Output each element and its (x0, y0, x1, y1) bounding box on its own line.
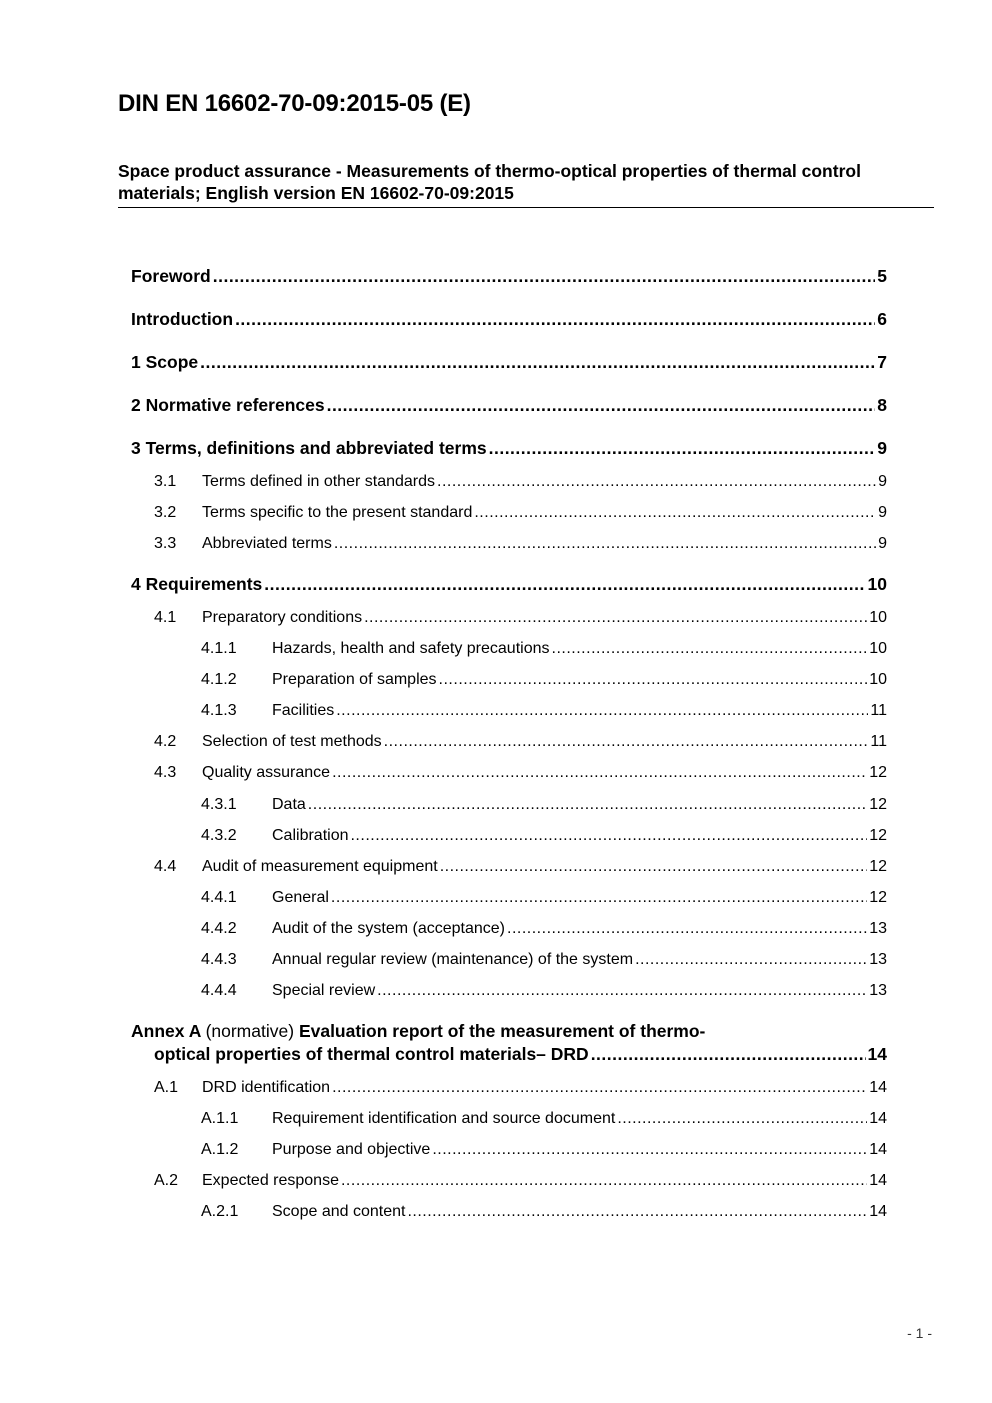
toc-entry-a-1-1[interactable] (131, 1110, 887, 1128)
toc-entry-label: Scope and content (272, 1203, 406, 1220)
toc-entry-a-1[interactable] (131, 1079, 887, 1097)
toc-entry-4-3-2[interactable] (131, 827, 887, 845)
toc-entry-label: 2 Normative references (131, 395, 325, 415)
toc-entry-label: Introduction (131, 309, 234, 329)
toc-entry-page: 10 (869, 609, 887, 626)
toc-entry-label: 4 Requirements (131, 574, 263, 594)
toc-entry-page: 11 (870, 733, 887, 750)
toc-entry-page: 8 (877, 395, 887, 415)
toc-entry-page: 10 (869, 640, 887, 657)
toc-entry-number: 4.1.1 (201, 640, 237, 657)
toc-leader-dots (507, 920, 867, 938)
toc-entry-label: 1 Scope (131, 352, 199, 372)
toc-entry-label: Preparation of samples (272, 671, 437, 688)
toc-entry-number: A.1 (154, 1079, 179, 1096)
page-number: - 1 - (907, 1325, 932, 1341)
toc-leader-dots (331, 889, 867, 907)
toc-entry-number: 4.4.4 (201, 982, 237, 999)
toc-leader-dots (407, 1203, 867, 1221)
toc-entry-4-2[interactable] (131, 733, 887, 751)
toc-entry-label: Purpose and objective (272, 1141, 431, 1158)
toc-entry-foreword[interactable] (131, 266, 887, 287)
toc-leader-dots (332, 1079, 867, 1097)
toc-leader-dots (350, 827, 867, 845)
toc-entry-page: 13 (869, 951, 887, 968)
toc-entry-page: 12 (869, 827, 887, 844)
toc-entry-label: Preparatory conditions (202, 609, 363, 626)
toc-entry-label: Foreword (131, 266, 211, 286)
toc-entry-label: Calibration (272, 827, 349, 844)
toc-entry-4-4[interactable] (131, 858, 887, 876)
toc-entry-4-1-1[interactable] (131, 640, 887, 658)
toc-entry-page: 12 (869, 796, 887, 813)
toc-leader-dots (489, 438, 876, 459)
toc-entry-number: 4.4.2 (201, 920, 237, 937)
toc-entry-page: 11 (870, 702, 887, 719)
toc-leader-dots (591, 1043, 866, 1066)
toc-leader-dots (327, 395, 876, 416)
toc-entry-page: 9 (878, 504, 887, 521)
toc-leader-dots (308, 796, 867, 814)
toc-entry-label: DRD identification (202, 1079, 331, 1096)
toc-entry-page: 9 (878, 535, 887, 552)
toc-entry-label: Annual regular review (maintenance) of the system (272, 951, 634, 968)
toc-leader-dots (213, 266, 876, 287)
toc-entry-4-4-1[interactable] (131, 889, 887, 907)
annex-title-line1: Evaluation report of the measurement of thermo- (298, 1021, 706, 1041)
toc-entry-page: 7 (877, 352, 887, 372)
toc-entry-number: 4.4 (154, 858, 177, 875)
annex-prefix: Annex A (131, 1021, 201, 1041)
toc-entry-page: 14 (869, 1203, 887, 1220)
toc-entry-label: Special review (272, 982, 376, 999)
toc-entry-page: 5 (877, 266, 887, 286)
annex-second-line (131, 1043, 887, 1066)
toc-entry-number: 4.1 (154, 609, 177, 626)
toc-leader-dots (264, 574, 865, 595)
toc-leader-dots (432, 1141, 867, 1159)
toc-entry-number: 3.1 (154, 473, 177, 490)
toc-entry-page: 9 (877, 438, 887, 458)
toc-leader-dots (440, 858, 868, 876)
toc-entry-annex-a[interactable] (131, 1020, 887, 1066)
toc-leader-dots (439, 671, 868, 689)
toc-entry-number: 3.2 (154, 504, 177, 521)
toc-entry-number: 3.3 (154, 535, 177, 552)
toc-entry-4-1-2[interactable] (131, 671, 887, 689)
toc-leader-dots (336, 702, 868, 720)
toc-entry-a-1-2[interactable] (131, 1141, 887, 1159)
toc-entry-scope[interactable] (131, 352, 887, 373)
toc-entry-3-2[interactable] (131, 504, 887, 522)
toc-entry-3-3[interactable] (131, 535, 887, 553)
toc-leader-dots (332, 764, 867, 782)
toc-entry-label: Terms defined in other standards (202, 473, 436, 490)
toc-entry-page: 14 (867, 1044, 887, 1064)
toc-entry-number: 4.1.3 (201, 702, 237, 719)
toc-entry-4-1[interactable] (131, 609, 887, 627)
toc-entry-page: 6 (877, 309, 887, 329)
toc-entry-4-4-4[interactable] (131, 982, 887, 1000)
annex-title-line2: optical properties of thermal control materials– DRD (154, 1044, 589, 1064)
toc-entry-number: 4.1.2 (201, 671, 237, 688)
toc-entry-page: 9 (878, 473, 887, 490)
toc-entry-4-3-1[interactable] (131, 796, 887, 814)
toc-entry-label: Expected response (202, 1172, 339, 1189)
toc-entry-page: 10 (867, 574, 887, 594)
toc-entry-number: 4.3 (154, 764, 177, 781)
toc-leader-dots (437, 473, 876, 491)
toc-entry-requirements[interactable] (131, 574, 887, 595)
toc-entry-4-4-3[interactable] (131, 951, 887, 969)
toc-leader-dots (617, 1110, 867, 1128)
toc-entry-page: 13 (869, 982, 887, 999)
toc-entry-number: A.2.1 (201, 1203, 239, 1220)
toc-entry-label: Facilities (272, 702, 335, 719)
annex-first-line (131, 1020, 887, 1043)
toc-entry-3-1[interactable] (131, 473, 887, 491)
toc-entry-label: Terms specific to the present standard (202, 504, 473, 521)
toc-entry-page: 12 (869, 889, 887, 906)
toc-entry-number: 4.2 (154, 733, 177, 750)
toc-entry-number: 4.4.1 (201, 889, 237, 906)
toc-entry-label: Abbreviated terms (202, 535, 332, 552)
toc-entry-number: A.1.1 (201, 1110, 239, 1127)
document-title: DIN EN 16602-70-09:2015-05 (E) (118, 90, 471, 117)
toc-entry-label: Requirement identification and source document (272, 1110, 616, 1127)
toc-entry-page: 13 (869, 920, 887, 937)
toc-entry-page: 14 (869, 1110, 887, 1127)
toc-entry-4-4-2[interactable] (131, 920, 887, 938)
toc-entry-4-1-3[interactable] (131, 702, 887, 720)
toc-entry-label: Audit of the system (acceptance) (272, 920, 505, 937)
toc-entry-label: Selection of test methods (202, 733, 382, 750)
toc-entry-number: 4.3.2 (201, 827, 237, 844)
toc-leader-dots (635, 951, 867, 969)
toc-entry-number: A.2 (154, 1172, 179, 1189)
toc-entry-label: General (272, 889, 329, 906)
toc-entry-a-2-1[interactable] (131, 1203, 887, 1221)
toc-entry-label: Quality assurance (202, 764, 331, 781)
toc-entry-label: Data (272, 796, 306, 813)
toc-entry-page: 14 (869, 1141, 887, 1158)
toc-entry-page: 14 (869, 1172, 887, 1189)
toc-leader-dots (552, 640, 868, 658)
toc-entry-introduction[interactable] (131, 309, 887, 330)
toc-leader-dots (334, 535, 876, 553)
toc-leader-dots (235, 309, 875, 330)
toc-entry-a-2[interactable] (131, 1172, 887, 1190)
toc-entry-number: 4.4.3 (201, 951, 237, 968)
toc-entry-number: A.1.2 (201, 1141, 239, 1158)
toc-entry-4-3[interactable] (131, 764, 887, 782)
toc-leader-dots (364, 609, 867, 627)
toc-leader-dots (384, 733, 869, 751)
toc-entry-terms[interactable] (131, 438, 887, 459)
toc-entry-page: 14 (869, 1079, 887, 1096)
toc-leader-dots (341, 1172, 867, 1190)
toc-entry-label: 3 Terms, definitions and abbreviated terms (131, 438, 487, 458)
toc-entry-label: Hazards, health and safety precautions (272, 640, 550, 657)
toc-entry-page: 10 (869, 671, 887, 688)
toc-leader-dots (474, 504, 876, 522)
toc-entry-number: 4.3.1 (201, 796, 237, 813)
toc-entry-page: 12 (869, 764, 887, 781)
toc-entry-page: 12 (869, 858, 887, 875)
document-subtitle: Space product assurance - Measurements of thermo-optical properties of thermal control materials; English version EN 16602-70-09:2015 (118, 160, 934, 208)
toc-leader-dots (377, 982, 867, 1000)
toc-leader-dots (200, 352, 875, 373)
annex-qualifier: (normative) (205, 1021, 295, 1041)
toc-entry-normative-references[interactable] (131, 395, 887, 416)
toc-entry-label: Audit of measurement equipment (202, 858, 438, 875)
